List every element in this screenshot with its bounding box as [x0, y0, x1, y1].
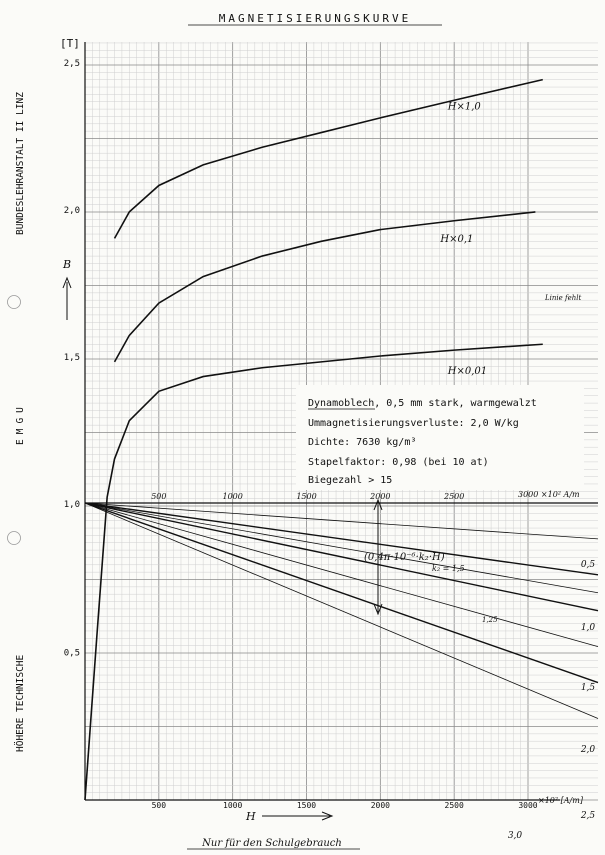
load-line: [85, 503, 598, 683]
load-line: [85, 503, 598, 647]
right-scale-label: 2,0: [580, 745, 596, 755]
load-line: [85, 503, 598, 575]
right-scale-label: 1,0: [580, 623, 596, 633]
right-scale-label: 2,5: [580, 811, 596, 821]
y-tick-label: 2,5: [63, 59, 80, 69]
institution-label-3: HÖHERE TECHNISCHE: [15, 654, 26, 752]
y-tick-label: 1,5: [63, 353, 80, 363]
formula: (0,4π·10⁻⁶·k₂·H): [364, 552, 445, 563]
info-line-2: Ummagnetisierungsverluste: 2,0 W/kg: [308, 418, 519, 429]
punch-hole: [8, 296, 21, 309]
x-tick-label-top: 500: [151, 492, 167, 501]
right-scale-label: 0,5: [580, 560, 596, 570]
footer: Nur für den Schulgebrauch: [202, 838, 342, 849]
handwritten-note-2: 1,25: [482, 616, 498, 624]
formula-subscript: k₂ = 1,5: [432, 564, 465, 573]
x-tick-label-top: 2500: [443, 492, 465, 501]
info-line-1: Dynamoblech, 0,5 mm stark, warmgewalzt: [308, 398, 537, 409]
x-unit-bottom: ×10² [A/m]: [538, 796, 583, 805]
x-tick-label-top: 1500: [296, 492, 317, 501]
chart-title: MAGNETISIERUNGSKURVE: [218, 12, 412, 25]
curve-label: H×1,0: [447, 101, 481, 113]
x-axis-label: H: [246, 810, 256, 823]
y-tick-label: 2,0: [63, 206, 80, 216]
y-axis-label: B: [63, 258, 72, 271]
info-line-5: Biegezahl > 15: [308, 475, 393, 486]
right-scale-label: 1,5: [580, 683, 596, 693]
punch-hole: [8, 532, 21, 545]
x-tick-label-bottom: 2500: [444, 801, 464, 810]
x-unit-top: 3000 ×10² A/m: [518, 490, 580, 499]
info-line-3: Dichte: 7630 kg/m³: [308, 437, 417, 448]
load-line: [85, 503, 598, 611]
x-tick-label-bottom: 2000: [370, 801, 390, 810]
x-tick-label-bottom: 3000: [518, 801, 538, 810]
x-tick-label-bottom: 1500: [296, 801, 317, 810]
x-tick-label-top: 1000: [222, 492, 243, 501]
y-unit-label: [T]: [60, 37, 80, 50]
y-tick-label: 1,0: [63, 500, 80, 510]
x-tick-label-top: 2000: [370, 492, 391, 501]
y-tick-label: 0,5: [63, 648, 80, 659]
handwritten-note: Linie fehlt: [545, 294, 582, 302]
curve-label: H×0,01: [447, 366, 488, 378]
institution-label-2: EMGU: [15, 402, 26, 445]
curve-label: H×0,1: [440, 233, 474, 245]
x-tick-label-bottom: 500: [151, 801, 167, 810]
right-scale-label: 3,0: [507, 831, 523, 841]
x-tick-label-bottom: 1000: [223, 801, 243, 810]
info-line-4: Stapelfaktor: 0,98 (bei 10 at): [308, 457, 489, 468]
load-line: [85, 503, 598, 539]
institution-label: BUNDESLEHRANSTALT II LINZ: [15, 92, 26, 235]
